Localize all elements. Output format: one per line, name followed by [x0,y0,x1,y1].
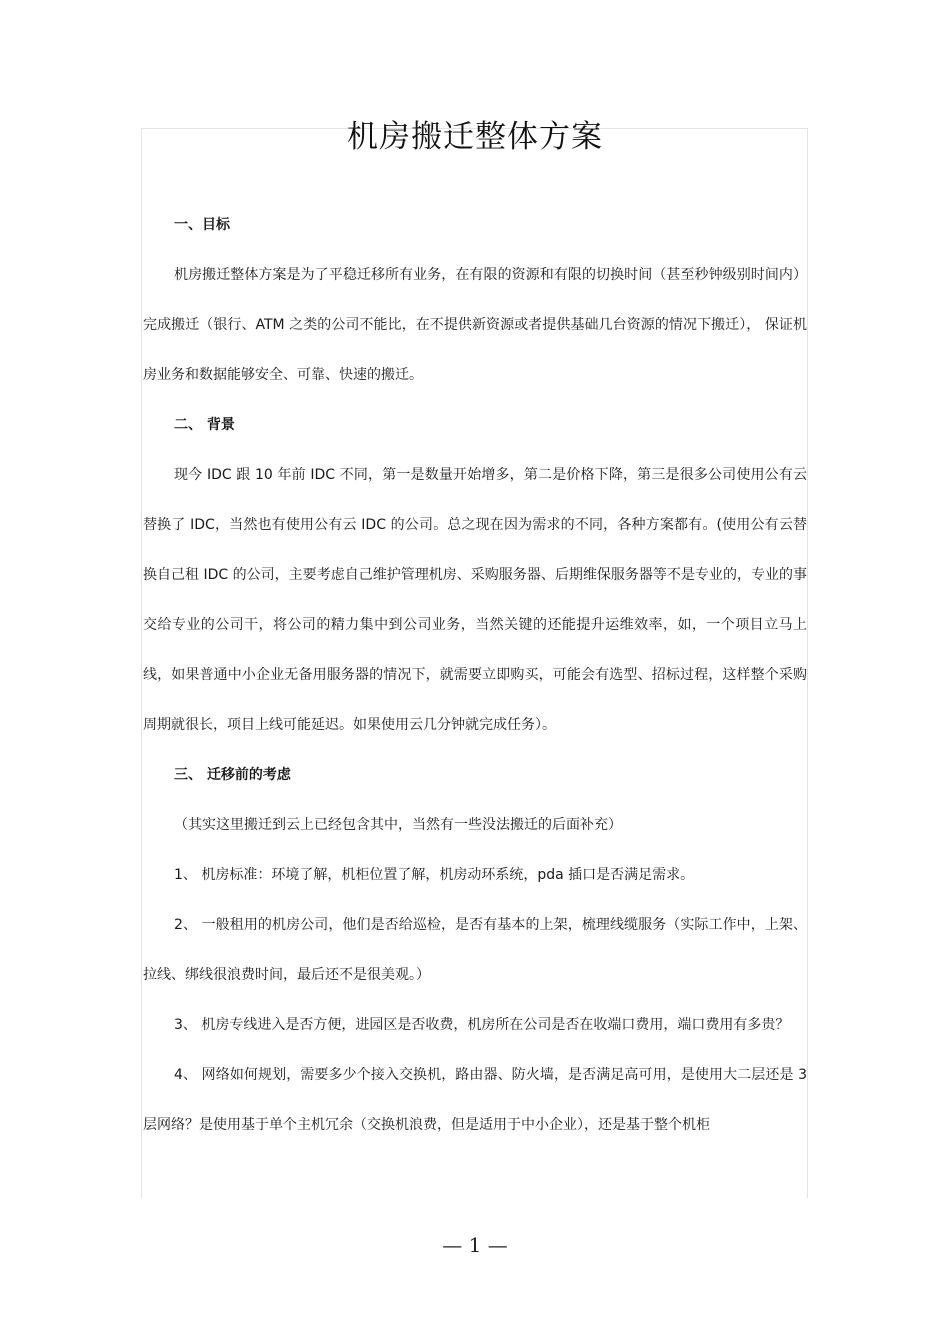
list-item: 2、 一般租用的机房公司，他们是否给巡检，是否有基本的上架，梳理线缆服务（实际工作中，上架、拉线、绑线很浪费时间，最后还不是很美观。） [143,917,807,983]
document-body [143,200,807,1150]
considerations-note: （其实这里搬迁到云上已经包含其中，当然有一些没法搬迁的后面补充） [174,817,622,833]
section-heading-goal: 一、目标 [174,217,230,233]
section-heading-considerations: 三、 迁移前的考虑 [174,767,291,783]
list-item: 1、 机房标准：环境了解，机柜位置了解，机房动环系统，pda 插口是否满足需求。 [174,867,695,883]
section-paragraph-background: 现今 IDC 跟 10 年前 IDC 不同，第一是数量开始增多，第二是价格下降，第三是很多公司使用公有云替换了 IDC，当然也有使用公有云 IDC 的公司。总之现在因为需求的不同，各种方案都有。(使用公有云替换自己租 IDC 的公司，主要考虑自己维护管理机房、采购服务器、后期维保服务器等不是专业的，专业的事交给专业的公司干，将公司的精力集中到公司业务，当然关键的还能提升运维效率，如，一个项目立马上线，如果普通中小企业无备用服务器的情况下，就需要立即购买，可能会有选型、招标过程，这样整个采购周期就很长，项目上线可能延迟。如果使用云几分钟就完成任务）。 [143,467,807,733]
list-item: 3、 机房专线进入是否方便，进园区是否收费，机房所在公司是否在收端口费用，端口费用有多贵？ [174,1017,790,1033]
document-title: 机房搬迁整体方案 [347,119,603,155]
page-number: — 1 — [442,1233,508,1257]
section-heading-background: 二、 背景 [174,417,235,433]
list-item: 4、 网络如何规划，需要多少个接入交换机，路由器、防火墙，是否满足高可用，是使用大二层还是 3 层网络？是使用基于单个主机冗余（交换机浪费，但是适用于中小企业），还是基于整个机柜 [143,1067,807,1133]
section-paragraph-goal: 机房搬迁整体方案是为了平稳迁移所有业务，在有限的资源和有限的切换时间（甚至秒钟级别时间内）完成搬迁（银行、ATM 之类的公司不能比，在不提供新资源或者提供基础几台资源的情况下搬迁）， 保证机房业务和数据能够安全、可靠、快速的搬迁。 [143,267,807,383]
